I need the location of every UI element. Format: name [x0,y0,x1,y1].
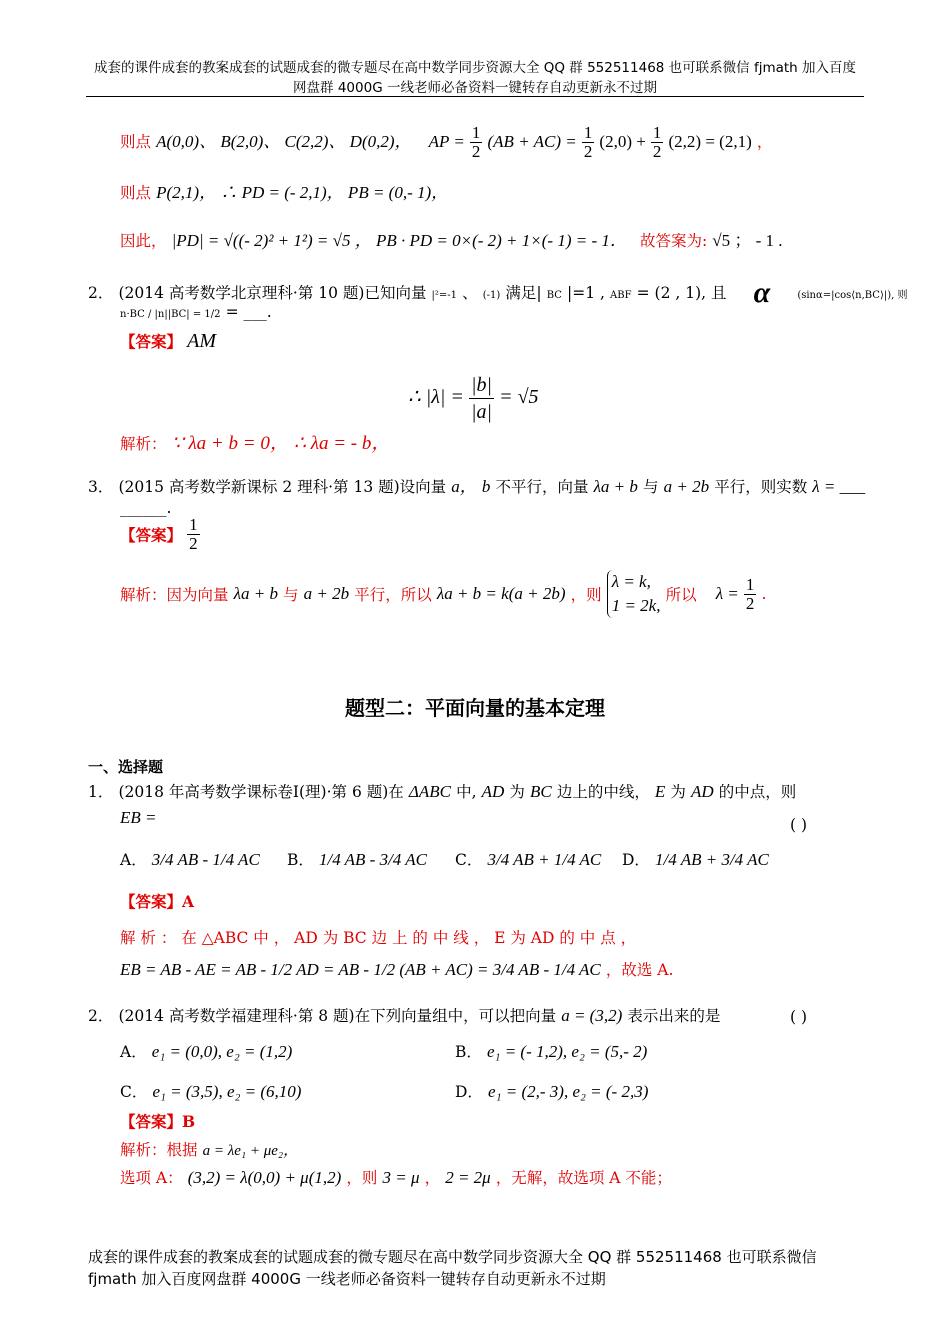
p2-opt-c-label: C． [120,1083,148,1101]
p1-option-b[interactable] [287,848,427,870]
p2-stem [88,1004,720,1026]
p2-opt-b-label: B． [455,1043,482,1061]
p2-sol2-e2: 2 = 2μ [445,1168,491,1187]
q3-e1: λa + b [593,477,638,496]
top-l1-mid3: (2,2) = (2,1) [668,132,752,151]
p1-bc: BC [529,782,552,801]
q2-sol1: ∵ λa + b = 0， [171,433,289,454]
p1-opt-b-expr: 1/4 AB - 3/4 AC [318,850,427,869]
p2-text: (2014 高考数学福建理科·第 8 题)在下列向量组中，可以把向量 [118,1007,557,1025]
p2-sol2-end: ，无解，故选项 A 不能； [495,1169,672,1187]
q2-alpha: α [753,276,771,309]
q2-text4: = (2 , 1), 且 [636,284,727,302]
q3-blank-line [120,498,171,517]
q2-answer-value: AM [187,330,216,352]
p2-text2: 表示出来的是 [627,1007,721,1025]
p1-answer: 【答案】A [120,892,195,911]
q3-sol-eq: λa + b = k(a + 2b) [436,584,566,603]
p1-solution-line: 解 析 ： 在 △ABC 中 ， AD 为 BC 边 上 的 中 线 ， E 为 AD 的 中 点 ， [120,929,637,947]
p2-solution-2 [120,1166,672,1188]
q2-text2: 满足| [505,284,542,302]
p1-sol-eq: EB = AB - AE = AB - 1/2 AD = AB - 1/2 (AB + AC) = 3/4 AB - 1/4 AC [120,960,601,979]
p2-opt-d-expr: e₁ = (2,- 3), e₂ = (- 2,3) [488,1082,649,1101]
q2-text1: (2014 高考数学北京理科·第 10 题)已知向量 [118,284,427,302]
q3-lam: λ = ___ [812,477,866,496]
half-fraction-1: $\frac{1}{2}$ [471,123,481,161]
q3-answer [120,516,200,553]
p2-solution-1 [120,1138,298,1160]
page-footer: 成套的课件成套的教案成套的试题成套的微专题尽在高中数学同步资源大全 QQ 群 552511468 也可联系微信 fjmath 加入百度网盘群 4000G 一线老师必备资料一键转存自动更新永不过期 [88,1248,817,1288]
top-l1-ap: AP = [428,132,465,151]
q3-sol-e1: λa + b [233,584,278,603]
q2-text3: |=1 , [567,284,605,302]
q3-sol-lam: λ = [715,584,739,603]
q2-line2-sym: n·BC / |n||BC| = 1/2 [120,309,221,320]
p1-option-a[interactable] [120,848,260,870]
p2-opt-c-expr: e₁ = (3,5), e₂ = (6,10) [152,1082,302,1101]
q2-solution [120,428,390,455]
q3-e2: a + 2b [663,477,710,496]
q2-sol2: ∴ λa = - b， [293,433,391,454]
q3-sol-frac: $\frac{1}{2}$ [745,574,755,613]
q2-center-eq [408,372,539,425]
header-line-2: 网盘群 4000G 一线老师必备资料一键转存自动更新永不过期 [293,80,657,96]
top-l2-text: P(2,1)， ∴ PD = (- 2,1)， PB = (0,- 1)， [156,183,449,202]
q3-answer-frac: $\frac{1}{2}$ [189,515,198,553]
p1-paren: ( ) [790,816,808,834]
p2-sol1-eq: a = λe₁ + μe₂， [202,1143,299,1159]
page-header [80,58,870,98]
top-l1-prefix: 则点 [120,133,152,151]
q3-sol-so: 所以 [665,586,697,604]
top-l3-text: |PD| = √((- 2)² + 1²) = √5 ， PB · PD = 0×(- 2) + 1×(- 1) = - 1． [171,231,627,250]
p2-opt-a-expr: e₁ = (0,0), e₂ = (1,2) [151,1042,293,1061]
p1-opt-c-label: C． [455,851,483,869]
q2-answer [120,330,216,353]
p2-option-c[interactable] [120,1080,301,1102]
p1-solution-eq [120,958,673,980]
q3-text2: 不平行，向量 [495,478,589,496]
q2-sym1: |²=-1 [431,290,458,301]
p2-sol2-sep: ， [424,1169,441,1187]
p2-paren: ( ) [790,1008,808,1026]
q2-center-end: = √5 [499,386,539,408]
top-line-2 [120,178,448,203]
p2-sol2-e1: 3 = μ [382,1168,420,1187]
q2-text5: (sinα=|cos⟨n,BC⟩|), 则 [797,290,908,301]
q2-sym2: (-1) [482,290,501,301]
q3-with: 与 [643,478,659,496]
q3-stem [88,472,865,497]
p1-number: 1． [88,783,114,801]
top-line-3 [120,226,783,251]
q2-sym3: BC [546,290,562,301]
section-subtitle: 一、选择题 [88,758,164,776]
p1-text5: 为 [670,783,686,801]
p1-opt-a-label: A． [120,851,147,869]
top-l2-prefix: 则点 [120,184,152,202]
p1-ad: AD [481,782,505,801]
q3-sol-par: 平行，所以 [354,586,432,604]
q2-sep: 、 [462,284,478,302]
header-rule [86,96,864,97]
p1-text4: 边上的中线， [556,783,650,801]
q3-a: a， [451,477,477,496]
p1-opt-d-label: D． [622,851,650,869]
top-l1-mid1: (AB + AC) = [487,132,577,151]
top-line-1 [120,124,772,161]
top-l3-ans-label: 故答案为: [639,232,708,250]
p2-option-a[interactable] [120,1040,292,1062]
q3-blank: ______. [120,499,172,517]
half-fraction-3: $\frac{1}{2}$ [652,123,662,161]
p2-sol2-then: ，则 [346,1169,378,1187]
p1-stem [88,780,796,802]
q3-sol-with: 与 [283,586,299,604]
p1-text2: 中, [456,783,477,801]
half-fraction-2: $\frac{1}{2}$ [583,123,593,161]
p1-opt-a-expr: 3/4 AB - 1/4 AC [151,850,260,869]
q3-text: (2015 高考数学新课标 2 理科·第 13 题)设向量 [118,478,447,496]
q2-answer-label: 【答案】 [120,332,183,351]
p1-sol-end: ，故选 A. [605,961,674,979]
p2-option-b[interactable] [455,1040,647,1062]
q3-system: λ = k, 1 = 2k, [607,570,661,618]
p2-opt-b-expr: e₁ = (- 1,2), e₂ = (5,- 2) [486,1042,648,1061]
q2-line2-eq: = ___. [225,303,272,321]
p2-number: 2． [88,1007,114,1025]
p2-sol2-label: 选项 A： [120,1169,183,1187]
p1-option-d[interactable] [622,848,769,870]
p1-tri: ΔABC [408,782,451,801]
q3-answer-label: 【答案】 [120,525,183,545]
q2-sym4: ABF [610,290,632,301]
p2-sol2-eq: (3,2) = λ(0,0) + μ(1,2) [187,1168,342,1187]
q2-number: 2． [88,284,114,302]
q3-sol-end: . [761,585,767,603]
p2-opt-d-label: D． [455,1083,483,1101]
p1-ad2: AD [691,782,714,801]
header-line-1: 成套的课件成套的教案成套的试题成套的微专题尽在高中数学同步资源大全 QQ 群 552511468 也可联系微信 fjmath 加入百度 [93,60,857,76]
q3-text3: 平行，则实数 [714,478,808,496]
p2-answer: 【答案】B [120,1112,196,1131]
p2-opt-a-label: A． [120,1043,147,1061]
p2-option-d[interactable] [455,1080,648,1102]
q2-sol-label: 解析： [120,435,167,453]
q3-sol-label: 解析：因为向量 [120,586,229,604]
top-l1-end: ， [756,133,773,151]
p1-text: (2018 年高考数学课标卷Ⅰ(理)·第 6 题)在 [118,783,404,801]
p1-text3: 为 [509,783,525,801]
q3-number: 3． [88,478,114,496]
q2-line2 [120,302,272,321]
top-l1-mid2: (2,0) + [599,132,646,151]
top-l3-ans: √5 ； - 1 . [712,231,783,250]
q3-solution [120,570,766,618]
p1-text6: 的中点，则 [718,783,797,801]
p1-opt-d-expr: 1/4 AB + 3/4 AC [655,850,769,869]
p2-sol1-label: 解析：根据 [120,1141,198,1159]
p1-e: E [654,782,666,801]
p1-opt-c-expr: 3/4 AB + 1/4 AC [487,850,602,869]
q3-sol-e2: a + 2b [303,584,350,603]
p1-option-c[interactable] [455,848,601,870]
p1-eb: EB = [120,808,157,827]
top-l3-prefix: 因此， [120,232,167,250]
section-title: 题型二：平面向量的基本定理 [345,696,605,720]
p1-opt-b-label: B． [287,851,314,869]
top-l1-points: A(0,0)、 B(2,0)、 C(2,2)、 D(0,2)， [156,132,412,151]
p2-vec: a = (3,2) [561,1006,623,1025]
q3-b: b [481,477,491,496]
q3-sol-then: ，则 [570,586,602,604]
q2-center-frac: $\frac{|b|}{|a|}$ [470,374,492,423]
q2-center: ∴ |λ| = [408,386,464,408]
